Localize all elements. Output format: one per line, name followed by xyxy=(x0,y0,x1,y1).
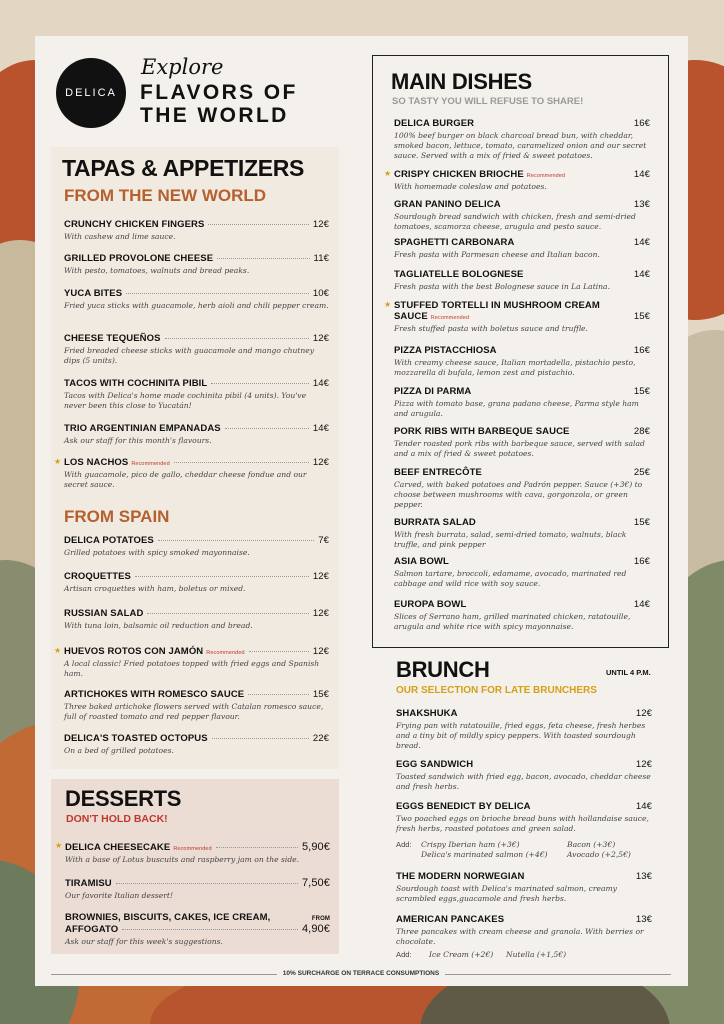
item-name: PIZZA DI PARMA xyxy=(394,386,472,397)
item-price: 28€ xyxy=(633,426,650,437)
menu-item xyxy=(65,877,330,901)
star-icon: ★ xyxy=(384,300,392,309)
from-spain-heading: FROM SPAIN xyxy=(64,507,170,526)
menu-item xyxy=(64,608,329,631)
item-name: HUEVOS ROTOS CON JAMÓN xyxy=(64,646,204,657)
menu-item xyxy=(384,169,650,192)
item-description: Toasted sandwich with fried egg, bacon, avocado, cheddar cheese and fresh herbs. xyxy=(396,772,651,791)
menu-item xyxy=(64,253,329,276)
item-description: Sourdough bread sandwich with chicken, fresh and semi-dried tomatoes, scamorza cheese, arugula and pesto sauce. xyxy=(394,212,636,231)
item-name: TRIO ARGENTINIAN EMPANADAS xyxy=(64,423,221,434)
recommended-tag: Recommended xyxy=(430,315,470,321)
menu-item xyxy=(394,237,650,260)
menu-item xyxy=(54,646,329,679)
item-name: TAGLIATELLE BOLOGNESE xyxy=(394,269,524,280)
item-name-line2: AFFOGATO xyxy=(65,924,119,935)
menu-item xyxy=(394,556,650,589)
item-name: AMERICAN PANCAKES xyxy=(396,914,505,925)
menu-item xyxy=(396,871,652,904)
item-price: 25€ xyxy=(633,467,650,478)
item-name: PIZZA PISTACCHIOSA xyxy=(394,345,497,356)
main-dishes-title: MAIN DISHES xyxy=(391,69,532,94)
desserts-subtitle: DON'T HOLD BACK! xyxy=(66,813,168,825)
item-price: 14€ xyxy=(633,269,650,280)
item-price: 14€ xyxy=(633,169,650,180)
tapas-title: TAPAS & APPETIZERS xyxy=(62,155,305,181)
star-icon: ★ xyxy=(54,646,62,655)
item-name-line1: BROWNIES, BISCUITS, CAKES, ICE CREAM, xyxy=(65,912,271,923)
menu-item xyxy=(64,288,329,311)
brunch-title: BRUNCH xyxy=(396,657,490,682)
item-price: 13€ xyxy=(635,914,652,925)
item-description: With pesto, tomatoes, walnuts and bread peaks. xyxy=(64,266,250,275)
item-name: DELICA'S TOASTED OCTOPUS xyxy=(64,733,208,744)
menu-item xyxy=(394,118,650,161)
item-description: Three pancakes with cream cheese and granola. With berries or chocolate. xyxy=(396,927,644,946)
menu-item xyxy=(64,689,329,722)
item-price: 5,90€ xyxy=(301,841,330,853)
item-name: GRAN PANINO DELICA xyxy=(394,199,501,210)
item-name: EGGS BENEDICT BY DELICA xyxy=(396,801,531,812)
item-description: With tuna loin, balsamic oil reduction and bread. xyxy=(64,621,253,630)
menu-item xyxy=(394,345,650,378)
item-description: Fresh stuffed pasta with boletus sauce and truffle. xyxy=(394,324,588,333)
item-name: CRISPY CHICKEN BRIOCHE xyxy=(394,169,524,180)
recommended-tag: Recommended xyxy=(206,650,245,656)
menu-item xyxy=(394,517,650,550)
item-name-line2: SAUCE xyxy=(394,311,428,322)
item-description: Fresh pasta with the best Bolognese sauce in La Latina. xyxy=(394,282,611,291)
item-description: Two poached eggs on brioche bread buns with hollandaise sauce, fresh herbs, roasted potatoes and green salad. xyxy=(396,814,649,833)
item-price: 12€ xyxy=(635,759,652,770)
item-price: 16€ xyxy=(633,118,650,129)
item-description: With fresh burrata, salad, semi-dried tomato, walnuts, black truffle, and pink pepper xyxy=(394,530,627,549)
item-from: FROM xyxy=(311,916,330,922)
item-price: 22€ xyxy=(312,733,329,744)
item-price: 12€ xyxy=(312,457,329,468)
item-price: 11€ xyxy=(313,253,329,264)
menu-item xyxy=(64,333,329,366)
logo-text: DELICA xyxy=(65,87,117,99)
tagline-italic: Explore xyxy=(141,55,224,79)
item-name: LOS NACHOS xyxy=(64,457,129,468)
menu-item xyxy=(64,219,329,242)
item-description: Fresh pasta with Parmesan cheese and Italian bacon. xyxy=(394,250,600,259)
menu-item xyxy=(396,914,652,947)
menu-item xyxy=(64,535,329,558)
main-dishes-subtitle: SO TASTY YOU WILL REFUSE TO SHARE! xyxy=(392,96,584,107)
item-description: Frying pan with ratatouille, fried eggs, feta cheese, fresh herbes and a tiny bit of mildly spicy peppers. With toasted sourdough bread. xyxy=(396,721,646,750)
item-price: 15€ xyxy=(312,689,329,700)
item-description: Sourdough toast with Delica's marinated salmon, creamy scrambled eggs,guacamole and fresh herbs. xyxy=(396,884,617,903)
item-price: 12€ xyxy=(312,219,329,230)
item-name: DELICA POTATOES xyxy=(64,535,154,546)
item-description: Fried breaded cheese sticks with guacamole and mango chutney dips (5 units). xyxy=(64,346,315,365)
star-icon: ★ xyxy=(384,169,392,178)
menu-item xyxy=(55,841,330,865)
item-name: RUSSIAN SALAD xyxy=(64,608,144,619)
item-description: Ask our staff for this month's flavours. xyxy=(64,436,212,445)
item-price: 14€ xyxy=(312,423,329,434)
item-price: 16€ xyxy=(633,556,650,567)
item-name: THE MODERN NORWEGIAN xyxy=(396,871,525,882)
item-name: ASIA BOWL xyxy=(394,556,449,567)
item-price: 12€ xyxy=(312,608,329,619)
from-new-world-heading: FROM THE NEW WORLD xyxy=(64,186,267,205)
item-description: Tender roasted pork ribs with barbeque sauce, served with salad and a mix of fried & sweet potatoes. xyxy=(394,439,645,458)
menu-item xyxy=(394,386,650,419)
item-description: Ask our staff for this week's suggestions. xyxy=(65,937,223,946)
benedict-add-a1: Crispy Iberian ham (+3€) xyxy=(421,840,520,849)
item-name: TACOS WITH COCHINITA PIBIL xyxy=(64,378,208,389)
menu-item xyxy=(64,571,329,594)
item-price: 14€ xyxy=(633,599,650,610)
star-icon: ★ xyxy=(55,841,63,850)
item-name: CRUNCHY CHICKEN FINGERS xyxy=(64,219,205,230)
item-price: 14€ xyxy=(633,237,650,248)
item-description: Artisan croquettes with ham, boletus or mixed. xyxy=(64,584,246,593)
item-price: 12€ xyxy=(312,333,329,344)
footer-note: 10% SURCHARGE ON TERRACE CONSUMPTIONS xyxy=(51,970,671,977)
item-name: PORK RIBS WITH BARBEQUE SAUCE xyxy=(394,426,570,437)
item-name: TIRAMISU xyxy=(65,878,112,889)
pancake-add-b1: Nutella (+1,5€) xyxy=(506,950,567,959)
desserts-title: DESSERTS xyxy=(65,786,182,811)
item-name: GRILLED PROVOLONE CHEESE xyxy=(64,253,214,264)
brunch-until: UNTIL 4 P.M. xyxy=(606,668,651,677)
item-description: Salmon tartare, broccoli, edamame, avocado, marinated red cabbage and wild rice with soy sauce. xyxy=(394,569,627,588)
item-price: 15€ xyxy=(633,517,650,528)
item-description: Fried yuca sticks with guacamole, herb aioli and chili pepper cream. xyxy=(64,301,329,310)
benedict-add-label: Add: xyxy=(396,840,412,849)
pancake-add-a1: Ice Cream (+2€) xyxy=(429,950,494,959)
item-price: 13€ xyxy=(633,199,650,210)
item-price: 4,90€ xyxy=(301,923,330,935)
item-name: DELICA CHEESECAKE xyxy=(65,842,171,853)
menu-item xyxy=(396,759,652,792)
item-price: 16€ xyxy=(633,345,650,356)
recommended-tag: Recommended xyxy=(526,173,566,179)
item-name: YUCA BITES xyxy=(64,288,123,299)
logo-badge xyxy=(56,58,126,128)
tagline-line1: FLAVORS OF xyxy=(140,81,298,104)
menu-item xyxy=(396,708,652,751)
item-description: Three baked artichoke flowers served with Catalan romesco sauce, full of roasted tomato and red pepper flavour. xyxy=(64,702,324,721)
menu-item xyxy=(64,423,329,446)
item-description: Our favorite Italian dessert! xyxy=(65,891,174,900)
item-price: 14€ xyxy=(635,801,652,812)
item-name: EGG SANDWICH xyxy=(396,759,474,770)
menu-item xyxy=(64,378,329,411)
item-name: SPAGHETTI CARBONARA xyxy=(394,237,515,248)
benedict-add-b2: Avocado (+2,5€) xyxy=(567,850,631,859)
item-price: 13€ xyxy=(635,871,652,882)
item-name: SHAKSHUKA xyxy=(396,708,458,719)
menu-item xyxy=(394,426,650,459)
item-description: Pizza with tomato base, grana padano cheese, Parma style ham and arugula. xyxy=(394,399,639,418)
benedict-add-a2: Delica's marinated salmon (+4€) xyxy=(421,850,548,859)
tagline-line2: THE WORLD xyxy=(140,104,289,127)
item-name: DELICA BURGER xyxy=(394,118,475,129)
menu-item xyxy=(54,457,329,490)
item-price: 15€ xyxy=(633,386,650,397)
item-price: 14€ xyxy=(312,378,329,389)
item-description: Carved, with baked potatoes and Padrón pepper. Sauce (+3€) to choose between mushrooms with cava, gorgonzola, or green pepper. xyxy=(394,480,643,509)
menu-item xyxy=(394,199,650,232)
item-description: With homemade coleslaw and potatoes. xyxy=(394,182,547,191)
item-name: BURRATA SALAD xyxy=(394,517,476,528)
item-name-line1: STUFFED TORTELLI IN MUSHROOM CREAM xyxy=(394,300,600,311)
item-description: On a bed of grilled potatoes. xyxy=(64,746,174,755)
brunch-subtitle: OUR SELECTION FOR LATE BRUNCHERS xyxy=(396,685,597,696)
item-description: A local classic! Fried potatoes topped with fried eggs and Spanish ham. xyxy=(64,659,320,678)
item-name: BEEF ENTRECÔTE xyxy=(394,467,482,478)
item-price: 7€ xyxy=(318,535,329,546)
item-description: With a base of Lotus buscuits and raspberry jam on the side. xyxy=(65,855,300,864)
item-description: With cashew and lime sauce. xyxy=(64,232,176,241)
menu-item xyxy=(64,733,329,756)
menu-item xyxy=(65,912,330,947)
item-description: With creamy cheese sauce, Italian mortadella, pistachio pesto, mozzarella di bufala, lemon zest and pistachio. xyxy=(394,358,636,377)
item-description: Tacos with Delica's home made cochinita pibil (4 units). You've never been this close to Yucatán! xyxy=(64,391,307,410)
item-name: EUROPA BOWL xyxy=(394,599,467,610)
benedict-add-b1: Bacon (+3€) xyxy=(567,840,616,849)
item-price: 7,50€ xyxy=(301,877,330,889)
menu-item xyxy=(396,801,652,834)
item-price: 12€ xyxy=(635,708,652,719)
item-name: ARTICHOKES WITH ROMESCO SAUCE xyxy=(64,689,245,700)
recommended-tag: Recommended xyxy=(131,461,170,467)
item-price: 10€ xyxy=(312,288,329,299)
item-name: CROQUETTES xyxy=(64,571,131,582)
menu-item xyxy=(384,300,650,334)
menu-item xyxy=(394,467,650,510)
star-icon: ★ xyxy=(54,457,62,466)
pancake-add-label: Add: xyxy=(396,950,412,959)
item-description: 100% beef burger on black charcoal bread bun, with cheddar, smoked bacon, lettuce, tomato, caramelized onion and our secret sauce. Served with a mix of fried & sweet potatoes. xyxy=(394,131,647,160)
item-description: With guacamole, pico de gallo, cheddar cheese fondue and our secret sauce. xyxy=(64,470,307,489)
item-description: Grilled potatoes with spicy smoked mayonnaise. xyxy=(64,548,250,557)
menu-item xyxy=(394,269,650,292)
item-description: Slices of Serrano ham, grilled marinated chicken, ratatouille, arugula and white rice with spicy mayonnaise. xyxy=(394,612,631,631)
item-price: 12€ xyxy=(312,571,329,582)
menu-item xyxy=(394,599,650,632)
recommended-tag: Recommended xyxy=(173,846,212,852)
item-price: 15€ xyxy=(633,311,650,322)
item-price: 12€ xyxy=(312,646,329,657)
item-name: CHEESE TEQUEÑOS xyxy=(64,333,161,344)
